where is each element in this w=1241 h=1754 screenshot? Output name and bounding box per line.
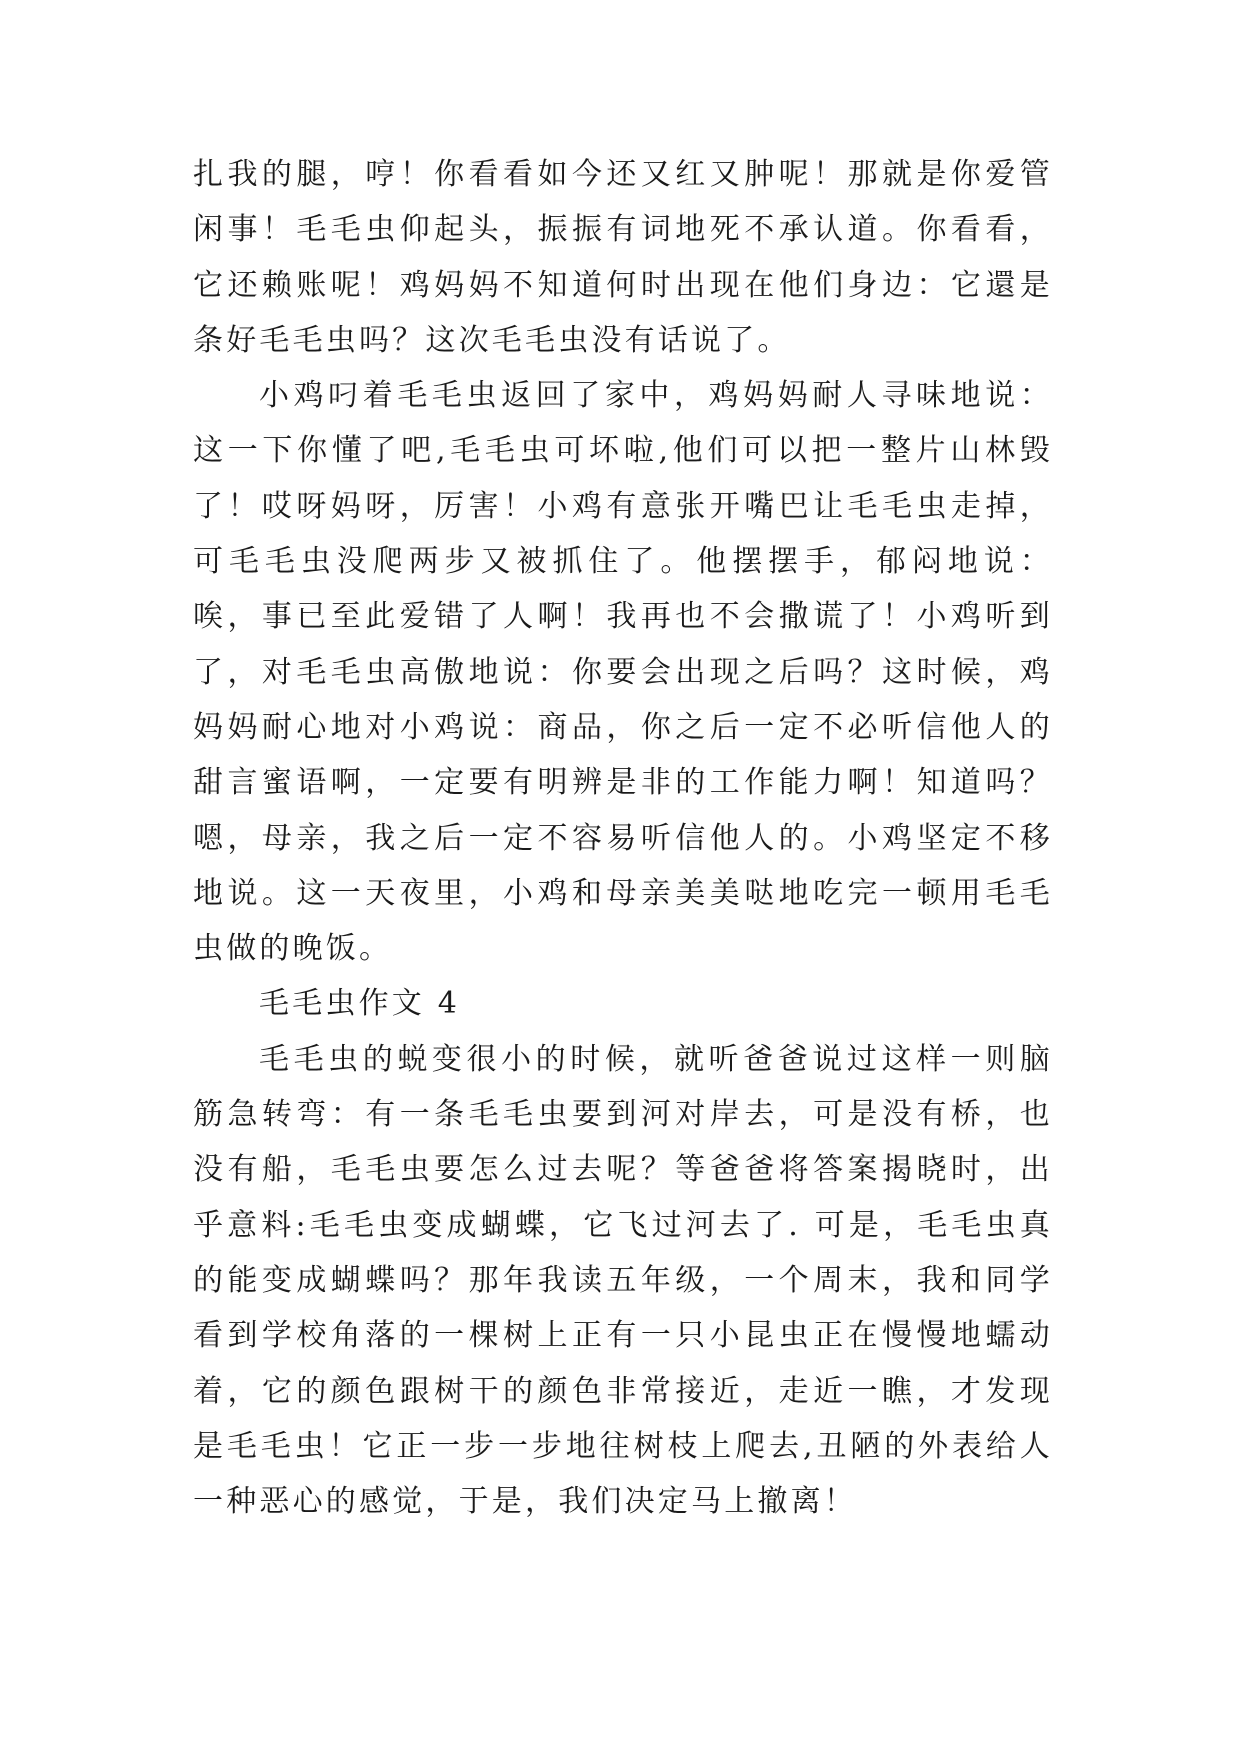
section-heading: 毛毛虫作文 4 (259, 986, 461, 1022)
document-body (193, 147, 1053, 1529)
paragraph-3: 毛毛虫的蜕变很小的时候，就听爸爸说过这样一则脑筋急转弯：有一条毛毛虫要到河对岸去，可是没有桥，也没有船，毛毛虫要怎么过去呢？等爸爸将答案揭晓时，出乎意料:毛毛虫变成蝴蝶，它飞过河去了. 可是，毛毛虫真的能变成蝴蝶吗？那年我读五年级，一个周末，我和同学看到学校角落的一棵树上正有一只小昆虫正在慢慢地蠕动着，它的颜色跟树干的颜色非常接近，走近一瞧，才发现是毛毛虫！它正一步一步地往树枝上爬去,丑陋的外表给人一种恶心的感觉，于是，我们决定马上撤离！ (193, 1041, 1053, 1520)
paragraph-1: 扎我的腿，哼！你看看如今还又红又肿呢！那就是你爱管闲事！毛毛虫仰起头，振振有词地死不承认道。你看看，它还赖账呢！鸡妈妈不知道何时出现在他们身边：它還是条好毛毛虫吗？这次毛毛虫没有话说了。 (193, 157, 1053, 358)
paragraph-2: 小鸡叼着毛毛虫返回了家中，鸡妈妈耐人寻味地说：这一下你懂了吧,毛毛虫可坏啦,他们可以把一整片山林毁了！哎呀妈呀，厉害！小鸡有意张开嘴巴让毛毛虫走掉，可毛毛虫没爬两步又被抓住了。他摆摆手，郁闷地说：唉，事已至此爱错了人啊！我再也不会撒谎了！小鸡听到了，对毛毛虫高傲地说：你要会出现之后吗？这时候，鸡妈妈耐心地对小鸡说：商品，你之后一定不必听信他人的甜言蜜语啊，一定要有明辨是非的工作能力啊！知道吗？嗯，母亲，我之后一定不容易听信他人的。小鸡坚定不移地说。这一天夜里，小鸡和母亲美美哒地吃完一顿用毛毛虫做的晚饭。 (193, 378, 1053, 967)
